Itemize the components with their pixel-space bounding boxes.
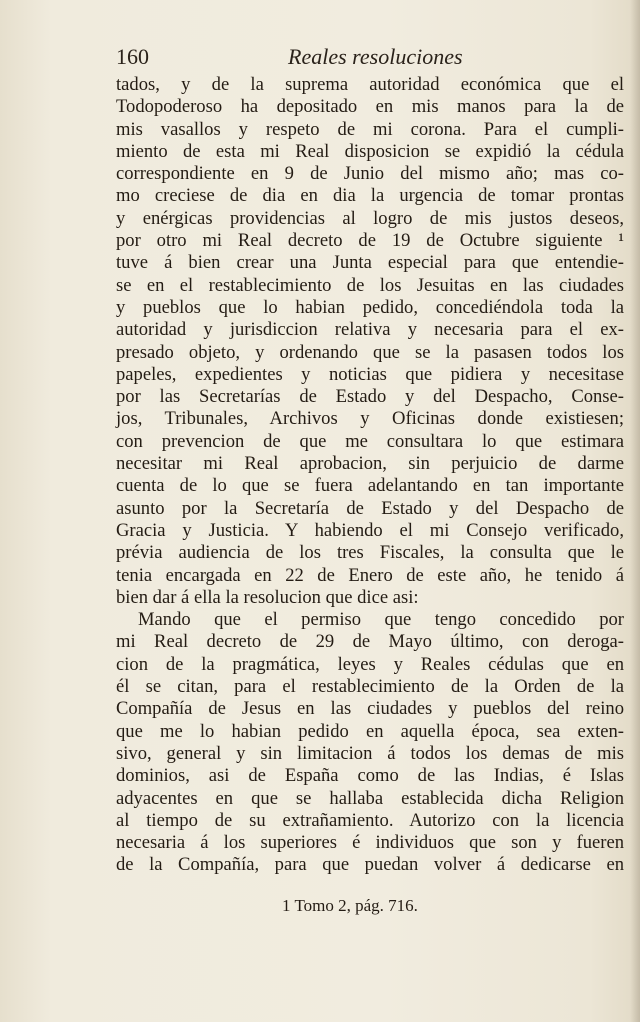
- text-line: correspondiente en 9 de Junio del mismo año; mas co-: [116, 163, 624, 185]
- text-line: se en el restablecimiento de los Jesuitas en las ciudades: [116, 274, 624, 296]
- text-line: con prevencion de que me consultara lo que estimara: [116, 430, 624, 452]
- text-line: prévia audiencia de los tres Fiscales, la consulta que le: [116, 542, 624, 564]
- text-line: asunto por la Secretaría de Estado y del Despacho de: [116, 497, 624, 519]
- text-line: dominios, asi de España como de las Indias, é Islas: [116, 765, 624, 787]
- text-line: cuenta de lo que se fuera adelantando en tan importante: [116, 475, 624, 497]
- text-line: presado objeto, y ordenando que se la pasasen todos los: [116, 341, 624, 363]
- text-line: necesitar mi Real aprobacion, sin perjuicio de darme: [116, 453, 624, 475]
- page-number: 160: [116, 44, 149, 69]
- page-header: [116, 44, 626, 74]
- text-line: él se citan, para el restablecimiento de la Orden de la: [116, 676, 624, 698]
- text-line: por las Secretarías de Estado y del Despacho, Conse-: [116, 386, 624, 408]
- text-line: adyacentes en que se hallaba establecida dicha Religion: [116, 787, 624, 809]
- text-line: sivo, general y sin limitacion á todos los demas de mis: [116, 742, 624, 764]
- text-line: Compañía de Jesus en las ciudades y pueblos del reino: [116, 698, 624, 720]
- text-line: Mando que el permiso que tengo concedido por: [138, 609, 624, 631]
- running-title: Reales resoluciones: [288, 44, 463, 69]
- text-line: mi Real decreto de 29 de Mayo último, con deroga-: [116, 631, 624, 653]
- text-line: tenia encargada en 22 de Enero de este año, he tenido á: [116, 564, 624, 586]
- text-line: Todopoderoso ha depositado en mis manos para la de: [116, 96, 624, 118]
- text-line: miento de esta mi Real disposicion se expidió la cédula: [116, 140, 624, 162]
- text-line: tados, y de la suprema autoridad económica que el: [116, 74, 624, 95]
- text-line: mo creciese de dia en dia la urgencia de tomar prontas: [116, 185, 624, 207]
- text-line: cion de la pragmática, leyes y Reales cédulas que en: [116, 653, 624, 675]
- text-line: de la Compañía, para que puedan volver á dedicarse en: [116, 854, 624, 876]
- text-line: bien dar á ella la resolucion que dice asi:: [116, 586, 419, 608]
- text-line: Gracia y Justicia. Y habiendo el mi Consejo verificado,: [116, 519, 624, 541]
- body-text: [116, 74, 624, 877]
- page-edge-shadow: [630, 0, 640, 1022]
- text-line: mis vasallos y respeto de mi corona. Para el cumpli-: [116, 118, 624, 140]
- text-line: papeles, expedientes y noticias que pidiera y necesitase: [116, 363, 624, 385]
- text-line: por otro mi Real decreto de 19 de Octubre siguiente ¹: [116, 230, 624, 252]
- footnote: 1 Tomo 2, pág. 716.: [282, 896, 418, 915]
- text-line: tuve á bien crear una Junta especial para que entendie-: [116, 252, 624, 274]
- text-line: que me lo habian pedido en aquella época, sea exten-: [116, 720, 624, 742]
- text-line: al tiempo de su extrañamiento. Autorizo con la licencia: [116, 809, 624, 831]
- text-line: jos, Tribunales, Archivos y Oficinas donde existiesen;: [116, 408, 624, 430]
- text-line: y pueblos que lo habian pedido, concediéndola toda la: [116, 296, 624, 318]
- text-line: y enérgicas providencias al logro de mis justos deseos,: [116, 207, 624, 229]
- text-line: autoridad y jurisdiccion relativa y necesaria para el ex-: [116, 319, 624, 341]
- text-line: necesaria á los superiores é individuos que son y fueren: [116, 832, 624, 854]
